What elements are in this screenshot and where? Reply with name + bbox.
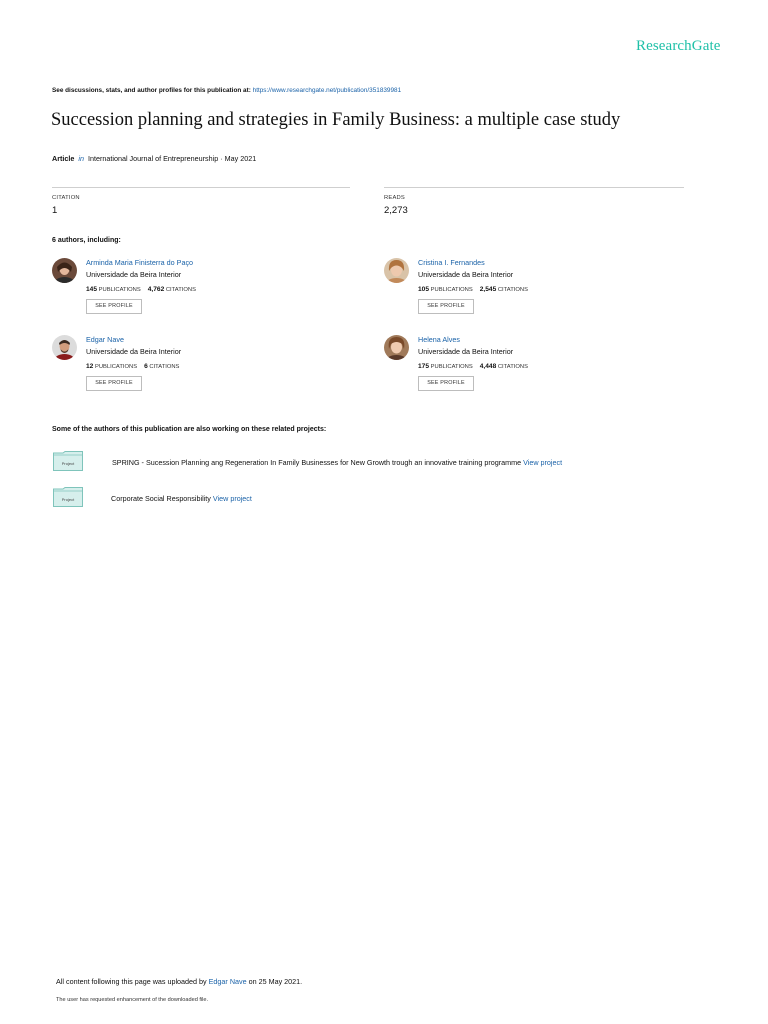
uploader-link[interactable]: Edgar Nave	[208, 977, 247, 986]
publication-url-link[interactable]: https://www.researchgate.net/publication/351839981	[252, 87, 402, 94]
avatar[interactable]	[384, 335, 409, 360]
project-icon-label: Project	[61, 497, 75, 502]
author-name-link[interactable]: Arminda Maria Finisterra do Paço	[86, 258, 194, 267]
author-stats	[418, 286, 528, 293]
view-project-link[interactable]: View project	[212, 494, 252, 503]
project-title: Corporate Social Responsibility	[111, 494, 211, 503]
upload-date: on 25 May 2021.	[248, 977, 303, 986]
project-folder-icon[interactable]	[53, 451, 83, 471]
publication-type: Article	[52, 154, 75, 163]
view-project-link[interactable]: View project	[523, 458, 563, 467]
citations-label: CITATIONS	[497, 364, 528, 370]
author-card	[52, 258, 352, 328]
avatar-photo-icon	[52, 258, 77, 283]
discussion-prefix: See discussions, stats, and author profiles for this publication at:	[52, 87, 251, 94]
discussion-line	[52, 87, 401, 94]
publication-count: 175	[418, 363, 430, 370]
author-affiliation: Universidade da Beira Interior	[86, 270, 182, 279]
publication-count: 105	[418, 286, 430, 293]
researchgate-logo[interactable]: ResearchGate	[636, 38, 721, 54]
author-affiliation: Universidade da Beira Interior	[86, 347, 182, 356]
publication-count: 12	[86, 363, 94, 370]
publications-label: PUBLICATIONS	[430, 364, 473, 370]
enhancement-note: The user has requested enhancement of the downloaded file.	[56, 997, 209, 1003]
avatar-photo-icon	[384, 335, 409, 360]
project-title: SPRING - Sucession Planning ang Regeneration In Family Businesses for New Growth trough an innovative training programme	[112, 458, 522, 467]
upload-prefix: All content following this page was uploaded by	[56, 977, 207, 986]
citations-label: CITATIONS	[149, 364, 180, 370]
project-item	[112, 458, 562, 467]
author-affiliation: Universidade da Beira Interior	[418, 347, 514, 356]
citation-count: 4,448	[479, 363, 497, 370]
see-profile-button[interactable]: SEE PROFILE	[418, 376, 474, 391]
publication-meta	[52, 154, 256, 163]
reads-label: READS	[384, 195, 405, 201]
see-profile-button[interactable]: SEE PROFILE	[86, 299, 142, 314]
author-stats	[86, 286, 196, 293]
publications-label: PUBLICATIONS	[94, 364, 138, 370]
project-item	[111, 494, 252, 503]
author-stats	[86, 363, 179, 370]
project-icon-label: Project	[61, 461, 75, 466]
project-folder-icon[interactable]	[53, 487, 83, 507]
author-card	[384, 258, 684, 328]
author-name-link[interactable]: Edgar Nave	[86, 335, 124, 344]
author-stats	[418, 363, 528, 370]
citations-label: CITATIONS	[497, 287, 528, 293]
citation-count: 6	[144, 363, 148, 370]
upload-note	[56, 977, 302, 986]
citation-count: 2,545	[479, 286, 497, 293]
avatar-photo-icon	[384, 258, 409, 283]
journal-name: International Journal of Entrepreneurship · May 2021	[87, 154, 257, 163]
citation-count: 4,762	[147, 286, 165, 293]
publications-label: PUBLICATIONS	[430, 287, 473, 293]
publication-count: 145	[86, 286, 98, 293]
divider-left	[52, 187, 350, 188]
publication-title: Succession planning and strategies in Family Business: a multiple case study	[51, 110, 621, 130]
citation-value: 1	[52, 205, 58, 216]
avatar-photo-icon	[52, 335, 77, 360]
avatar[interactable]	[52, 335, 77, 360]
see-profile-button[interactable]: SEE PROFILE	[418, 299, 474, 314]
author-name-link[interactable]: Helena Alves	[418, 335, 460, 344]
reads-value: 2,273	[384, 205, 408, 216]
see-profile-button[interactable]: SEE PROFILE	[86, 376, 142, 391]
author-card	[384, 335, 684, 405]
author-name-link[interactable]: Cristina I. Fernandes	[418, 258, 485, 267]
avatar[interactable]	[384, 258, 409, 283]
divider-right	[384, 187, 684, 188]
authors-heading: 6 authors, including:	[52, 237, 121, 244]
citation-label: CITATION	[52, 195, 80, 201]
projects-heading: Some of the authors of this publication are also working on these related projects:	[52, 426, 327, 433]
citations-label: CITATIONS	[165, 287, 196, 293]
author-card	[52, 335, 352, 405]
in-word: in	[78, 154, 84, 163]
avatar[interactable]	[52, 258, 77, 283]
publications-label: PUBLICATIONS	[98, 287, 141, 293]
author-affiliation: Universidade da Beira Interior	[418, 270, 514, 279]
